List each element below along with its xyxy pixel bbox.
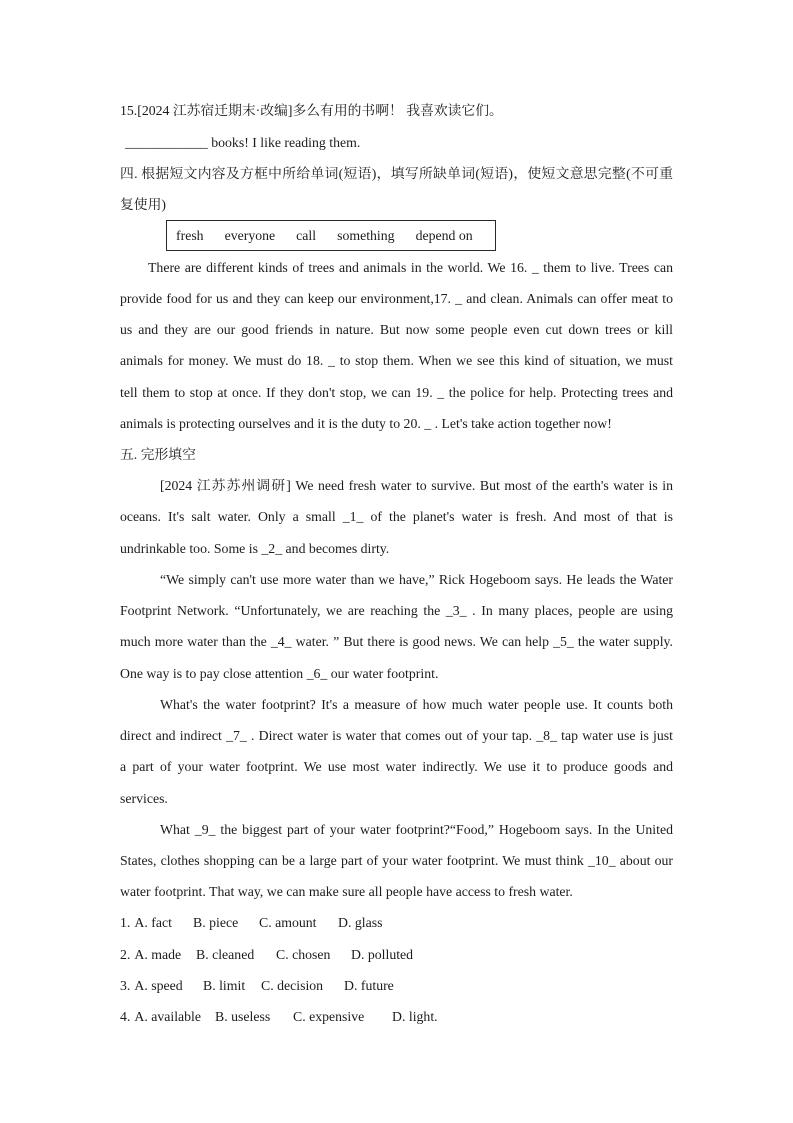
question-15-answer-line: ____________ books! I like reading them.: [125, 134, 361, 150]
cloze-line: a part of your water footprint. We use most water indirectly. We use it to produce goods and: [120, 759, 673, 775]
option-a: [120, 907, 172, 938]
cloze-line: States, clothes shopping can be a large part of your water footprint. We must think _10_ about our: [120, 853, 673, 869]
option-a-text: A. made: [134, 946, 182, 962]
cloze-line: Footprint Network. “Unfortunately, we are reaching the _3_ . In many places, people are using: [120, 603, 673, 619]
cloze-line: “We simply can't use more water than we have,” Rick Hogeboom says. He leads the Water: [160, 571, 673, 587]
option-d: D. glass: [338, 915, 383, 931]
question-options-row: [120, 939, 673, 970]
document-page: [120, 95, 673, 1032]
word-box-item: fresh: [176, 228, 204, 244]
cloze-line: oceans. It's salt water. Only a small _1_ of the planet's water is fresh. And most of that is: [120, 509, 673, 525]
passage-line: us and they are our good friends in nature. But now some people even cut down trees or kill: [120, 322, 673, 338]
section-4-heading-continued: 复使用): [120, 197, 166, 213]
word-box-item: call: [296, 228, 317, 244]
passage-line: tell them to stop at once. If they don't stop, we can 19. _ the police for help. Protecting trees and: [120, 384, 673, 400]
option-d: D. future: [344, 977, 394, 993]
option-a-text: A. speed: [134, 977, 183, 993]
passage-line: There are different kinds of trees and animals in the world. We 16. _ them to live. Trees can: [148, 259, 673, 275]
section-5-heading: 五. 完形填空: [120, 446, 196, 462]
option-c: C. amount: [259, 915, 317, 931]
question-options-row: [120, 1001, 673, 1032]
option-a: [120, 1001, 201, 1032]
question-options-row: [120, 970, 673, 1001]
question-15-prompt: 15.[2024 江苏宿迁期末·改编]多么有用的书啊！ 我喜欢读它们。: [120, 103, 503, 119]
cloze-line: What _9_ the biggest part of your water footprint?“Food,” Hogeboom says. In the United: [160, 821, 673, 837]
question-number: 1.: [120, 915, 131, 931]
word-box-row: [120, 220, 673, 251]
question-number: 2.: [120, 946, 131, 962]
cloze-line: much more water than the _4_ water. ” But there is good news. We can help _5_ the water supply.: [120, 634, 673, 650]
option-d: D. light.: [392, 1009, 438, 1025]
cloze-paragraph: [120, 470, 673, 564]
cloze-line: What's the water footprint? It's a measure of how much water people use. It counts both: [160, 696, 673, 712]
question-number: 3.: [120, 977, 131, 993]
cloze-line: services.: [120, 790, 168, 806]
option-a-text: A. available: [134, 1009, 202, 1025]
option-c: C. decision: [261, 977, 324, 993]
option-d: D. polluted: [351, 946, 414, 962]
question-number: 4.: [120, 1009, 131, 1025]
cloze-paragraph: [120, 814, 673, 908]
cloze-paragraph: [120, 564, 673, 689]
option-b: B. piece: [193, 915, 239, 931]
option-c: C. expensive: [293, 1009, 365, 1025]
cloze-line: One way is to pay close attention _6_ our water footprint.: [120, 665, 439, 681]
option-b: B. useless: [215, 1009, 271, 1025]
word-box-item: everyone: [224, 228, 276, 244]
passage-line: animals for money. We must do 18. _ to stop them. When we see this kind of situation, we must: [120, 353, 673, 369]
section-4-heading: 四. 根据短文内容及方框中所给单词(短语)，填写所缺单词(短语)，使短文意思完整(不可重: [120, 165, 673, 181]
option-c: C. chosen: [276, 946, 331, 962]
word-box-item: something: [337, 228, 395, 244]
word-box: [166, 220, 496, 251]
option-a: [120, 939, 181, 970]
question-options-row: [120, 907, 673, 938]
option-b: B. cleaned: [196, 946, 255, 962]
passage-line: provide food for us and they can keep our environment,17. _ and clean. Animals can offer meat to: [120, 290, 673, 306]
option-b: B. limit: [203, 977, 246, 993]
cloze-line: water footprint. That way, we can make sure all people have access to fresh water.: [120, 884, 573, 900]
word-box-item: depend on: [415, 228, 473, 244]
cloze-line: direct and indirect _7_ . Direct water is water that comes out of your tap. _8_ tap water use is just: [120, 728, 673, 744]
cloze-paragraph: [120, 689, 673, 814]
cloze-line: [2024 江苏苏州调研] We need fresh water to survive. But most of the earth's water is in: [160, 478, 673, 494]
cloze-line: undrinkable too. Some is _2_ and becomes dirty.: [120, 540, 390, 556]
option-a-text: A. fact: [134, 915, 172, 931]
option-a: [120, 970, 183, 1001]
passage-line: animals is protecting ourselves and it is the duty to 20. _ . Let's take action together now!: [120, 415, 612, 431]
